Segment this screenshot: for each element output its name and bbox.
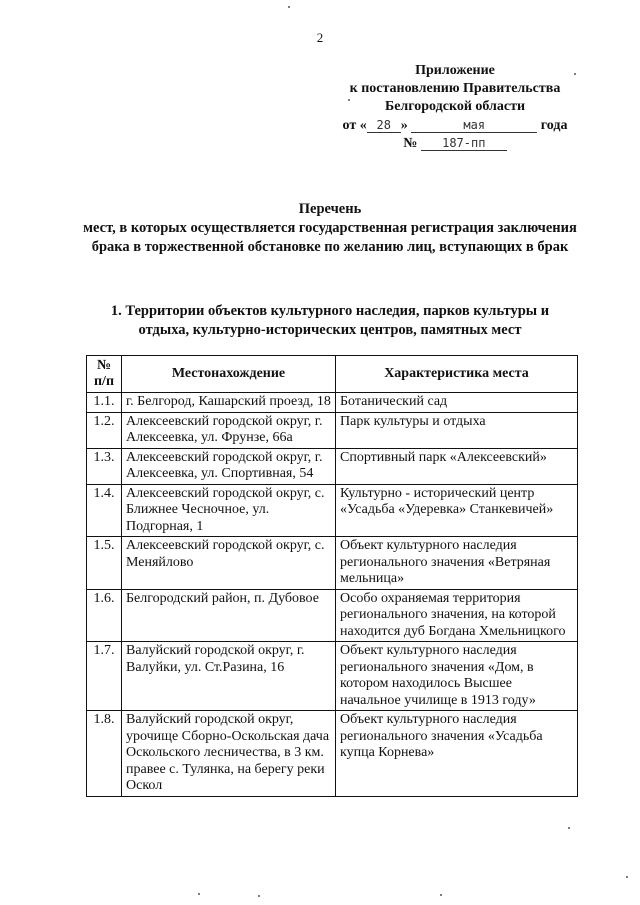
- row-location: Алексеевский городской округ, с. Меняйлово: [122, 537, 336, 590]
- scan-speck: [348, 99, 350, 101]
- row-num: 1.6.: [87, 589, 122, 642]
- row-num: 1.2.: [87, 412, 122, 448]
- row-num: 1.5.: [87, 537, 122, 590]
- scan-speck: [440, 894, 442, 896]
- date-year-word: года: [540, 118, 568, 133]
- table-row: [87, 589, 578, 642]
- document-number: 187-пп: [421, 136, 507, 151]
- table-row: [87, 484, 578, 537]
- row-description: Объект культурного наследия регионального значения «Ветряная мельница»: [336, 537, 578, 590]
- section-heading: [70, 302, 590, 340]
- appendix-line-2: Белгородской области: [384, 99, 526, 114]
- row-description: Спортивный парк «Алексеевский»: [336, 448, 578, 484]
- date-day: 28: [367, 118, 401, 133]
- date-prefix: от «: [342, 118, 367, 133]
- table-header-row: [87, 356, 578, 393]
- table-row: [87, 711, 578, 797]
- page-number: 2: [316, 30, 324, 45]
- header-description: Характеристика места: [336, 356, 578, 393]
- scan-speck: [626, 876, 628, 878]
- number-prefix: №: [403, 136, 418, 151]
- row-description: Ботанический сад: [336, 393, 578, 413]
- table-row: [87, 537, 578, 590]
- scan-speck: [258, 895, 260, 897]
- appendix-date: [330, 117, 580, 135]
- row-location: Алексеевский городской округ, с. Ближнее Чесночное, ул. Подгорная, 1: [122, 484, 336, 537]
- appendix-header: [330, 62, 580, 153]
- row-num: 1.4.: [87, 484, 122, 537]
- section-line-1: 1. Территории объектов культурного наследия, парков культуры и: [110, 303, 550, 319]
- header-location: Местонахождение: [122, 356, 336, 393]
- row-description: Парк культуры и отдыха: [336, 412, 578, 448]
- row-num: 1.1.: [87, 393, 122, 413]
- places-table: [86, 355, 578, 797]
- scan-speck: [288, 6, 290, 8]
- row-location: Белгородский район, п. Дубовое: [122, 589, 336, 642]
- title-line-3: брака в торжественной обстановке по желанию лиц, вступающих в брак: [91, 239, 569, 255]
- header-num: № п/п: [87, 356, 122, 393]
- date-mid: »: [400, 118, 408, 133]
- row-location: Алексеевский городской округ, г. Алексеевка, ул. Спортивная, 54: [122, 448, 336, 484]
- table-row: [87, 393, 578, 413]
- scan-speck: [568, 827, 570, 829]
- title-line-1: Перечень: [298, 201, 362, 217]
- row-location: Валуйский городской округ, г. Валуйки, ул. Ст.Разина, 16: [122, 642, 336, 711]
- scan-speck: [198, 893, 200, 895]
- date-month: мая: [411, 118, 537, 133]
- row-num: 1.8.: [87, 711, 122, 797]
- row-num: 1.7.: [87, 642, 122, 711]
- row-description: Культурно - исторический центр «Усадьба «Удеревка» Станкевичей»: [336, 484, 578, 537]
- row-description: Объект культурного наследия регионального значения «Дом, в котором находилось Высшее начальное училище в 1913 году»: [336, 642, 578, 711]
- row-location: Валуйский городской округ, урочище Сборно-Оскольская дача Оскольского лесничества, в 3 км. правее с. Тулянка, на берегу реки Оскол: [122, 711, 336, 797]
- row-description: Особо охраняемая территория регионального значения, на которой находится дуб Богдана Хмельницкого: [336, 589, 578, 642]
- row-location: г. Белгород, Кашарский проезд, 18: [122, 393, 336, 413]
- row-description: Объект культурного наследия регионального значения «Усадьба купца Корнева»: [336, 711, 578, 797]
- row-location: Алексеевский городской округ, г. Алексеевка, ул. Фрунзе, 66а: [122, 412, 336, 448]
- title-line-2: мест, в которых осуществляется государственная регистрация заключения: [83, 220, 577, 236]
- appendix-number: [330, 135, 580, 153]
- scan-speck: [574, 73, 576, 75]
- table-row: [87, 448, 578, 484]
- section-line-2: отдыха, культурно-исторических центров, памятных мест: [138, 322, 522, 338]
- appendix-line-1: к постановлению Правительства: [349, 81, 561, 96]
- row-num: 1.3.: [87, 448, 122, 484]
- table-row: [87, 412, 578, 448]
- appendix-title: Приложение: [415, 63, 495, 78]
- table-row: [87, 642, 578, 711]
- document-title: [60, 200, 600, 257]
